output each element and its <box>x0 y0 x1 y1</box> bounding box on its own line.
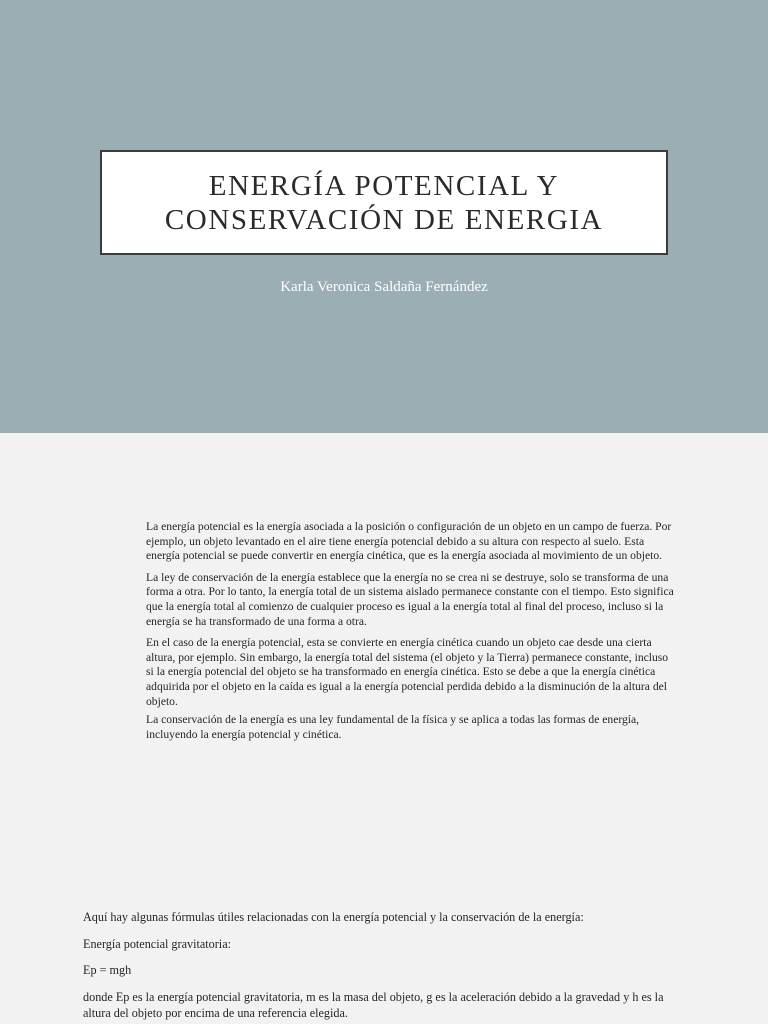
paragraph-conservation-law: La ley de conservación de la energía establece que la energía no se crea ni se destruye, solo se transforma de una forma a otra. Por lo tanto, la energía total de un sistema aislado permanece constante con el tiempo. Esto significa que la energía total al comienzo de cualquier proceso es igual a la energía total al final del proceso, incluso si la energía se ha transformado de una forma a otra. <box>146 570 674 628</box>
paragraph-fundamental-law: La conservación de la energía es una ley fundamental de la física y se aplica a todas las formas de energía, incluyendo la energía potencial y cinética. <box>146 713 640 741</box>
formula-slide <box>83 909 683 1021</box>
paragraph-potential-energy: La energía potencial es la energía asociada a la posición o configuración de un objeto en un campo de fuerza. Por ejemplo, un objeto levantado en el aire tiene energía potencial debido a su altura con respecto al suelo. Esta energía potencial se puede convertir en energía cinética, que es la energía asociada al movimiento de un objeto. <box>146 520 672 563</box>
formula-heading: Energía potencial gravitatoria: <box>83 936 231 951</box>
title-box <box>100 150 668 255</box>
formula-intro: Aquí hay algunas fórmulas útiles relacionadas con la energía potencial y la conservación de la energía: <box>83 910 584 924</box>
paragraph-falling-object: En el caso de la energía potencial, esta se convierte en energía cinética cuando un objeto cae desde una cierta altura, por ejemplo. Sin embargo, la energía total del sistema (el objeto y la Tierra) permanece constante, incluso si la energía potencial del objeto se ha transformado en energía cinética. Esto se debe a que la energía cinética adquirida por el objeto en la caída es igual a la energía potencial perdida debido a la disminución de la altura del objeto. <box>146 636 669 708</box>
formula-explanation: donde Ep es la energía potencial gravitatoria, m es la masa del objeto, g es la aceleración debido a la gravedad y h es la altura del objeto por encima de una referencia elegida. <box>83 989 664 1020</box>
author-name: Karla Veronica Saldaña Fernández <box>280 279 488 295</box>
title-line-1: ENERGÍA POTENCIAL Y <box>208 169 560 202</box>
content-slide <box>146 520 676 749</box>
title-slide <box>0 0 768 433</box>
title-line-2: CONSERVACIÓN DE ENERGIA <box>164 203 604 236</box>
formula-equation: Ep = mgh <box>83 963 132 977</box>
